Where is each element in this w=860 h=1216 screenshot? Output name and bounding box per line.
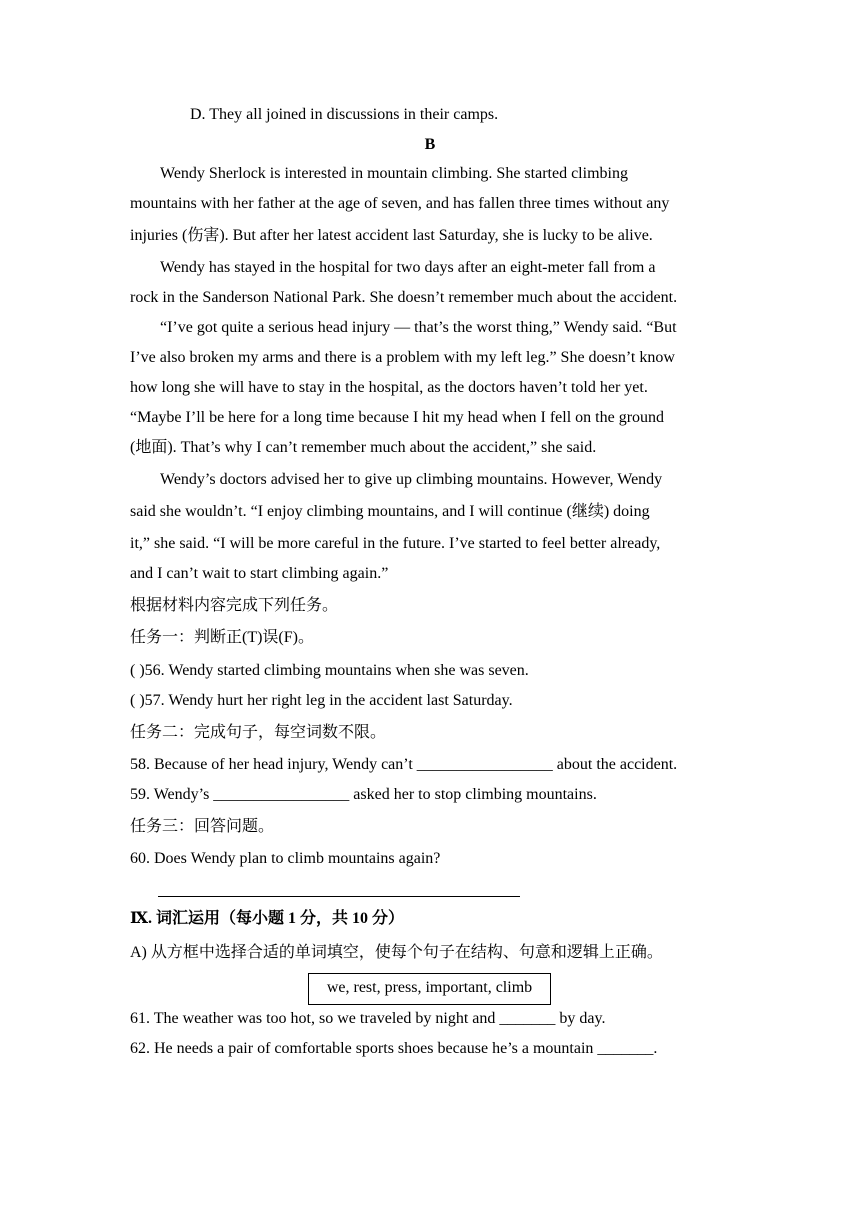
word-box: we, rest, press, important, climb — [308, 973, 551, 1005]
task2-title: 任务二：完成句子，每空词数不限。 — [130, 724, 387, 741]
passage-p4-line3: it,” she said. “I will be more careful in the future. I’ve started to feel better already, — [130, 535, 661, 552]
passage-p4-line1: Wendy’s doctors advised her to give up climbing mountains. However, Wendy — [160, 471, 663, 488]
question-59: 59. Wendy’s _________________ asked her to stop climbing mountains. — [130, 786, 597, 803]
passage-p1-line2: mountains with her father at the age of seven, and has fallen three times without any — [130, 195, 670, 212]
section-letter: B — [424, 136, 436, 153]
answer-line-60 — [158, 896, 520, 897]
section9-title: Ⅸ. 词汇运用（每小题 1 分，共 10 分） — [130, 910, 405, 927]
passage-p3-line3: how long she will have to stay in the hospital, as the doctors haven’t told her yet. — [130, 379, 648, 396]
passage-p4-line4: and I can’t wait to start climbing again.” — [130, 565, 389, 582]
section9-part-a: A) 从方框中选择合适的单词填空，使每个句子在结构、句意和逻辑上正确。 — [130, 944, 663, 961]
passage-p1-line3: injuries (伤害). But after her latest accident last Saturday, she is lucky to be alive. — [130, 227, 653, 244]
passage-p4-line2: said she wouldn’t. “I enjoy climbing mountains, and I will continue (继续) doing — [130, 503, 650, 520]
passage-p3-line4: “Maybe I’ll be here for a long time because I hit my head when I fell on the ground — [130, 409, 665, 426]
passage-p2-line1: Wendy has stayed in the hospital for two days after an eight-meter fall from a — [160, 259, 656, 276]
passage-p2-line2: rock in the Sanderson National Park. She doesn’t remember much about the accident. — [130, 289, 678, 306]
passage-p3-line2: I’ve also broken my arms and there is a problem with my left leg.” She doesn’t know — [130, 349, 675, 366]
passage-p1-line1: Wendy Sherlock is interested in mountain climbing. She started climbing — [160, 165, 628, 182]
previous-option-d: D. They all joined in discussions in their camps. — [190, 106, 499, 123]
question-56: ( )56. Wendy started climbing mountains when she was seven. — [130, 662, 529, 679]
instructions: 根据材料内容完成下列任务。 — [130, 597, 339, 614]
task1-title: 任务一：判断正(T)误(F)。 — [130, 629, 314, 646]
question-57: ( )57. Wendy hurt her right leg in the accident last Saturday. — [130, 692, 513, 709]
passage-p3-line5: (地面). That’s why I can’t remember much about the accident,” she said. — [130, 439, 597, 456]
question-58: 58. Because of her head injury, Wendy can’t _________________ about the accident. — [130, 756, 678, 773]
question-62: 62. He needs a pair of comfortable sports shoes because he’s a mountain _______. — [130, 1040, 658, 1057]
question-61: 61. The weather was too hot, so we traveled by night and _______ by day. — [130, 1010, 606, 1027]
passage-p3-line1: “I’ve got quite a serious head injury — that’s the worst thing,” Wendy said. “But — [160, 319, 677, 336]
question-60: 60. Does Wendy plan to climb mountains again? — [130, 850, 441, 867]
task3-title: 任务三：回答问题。 — [130, 818, 275, 835]
